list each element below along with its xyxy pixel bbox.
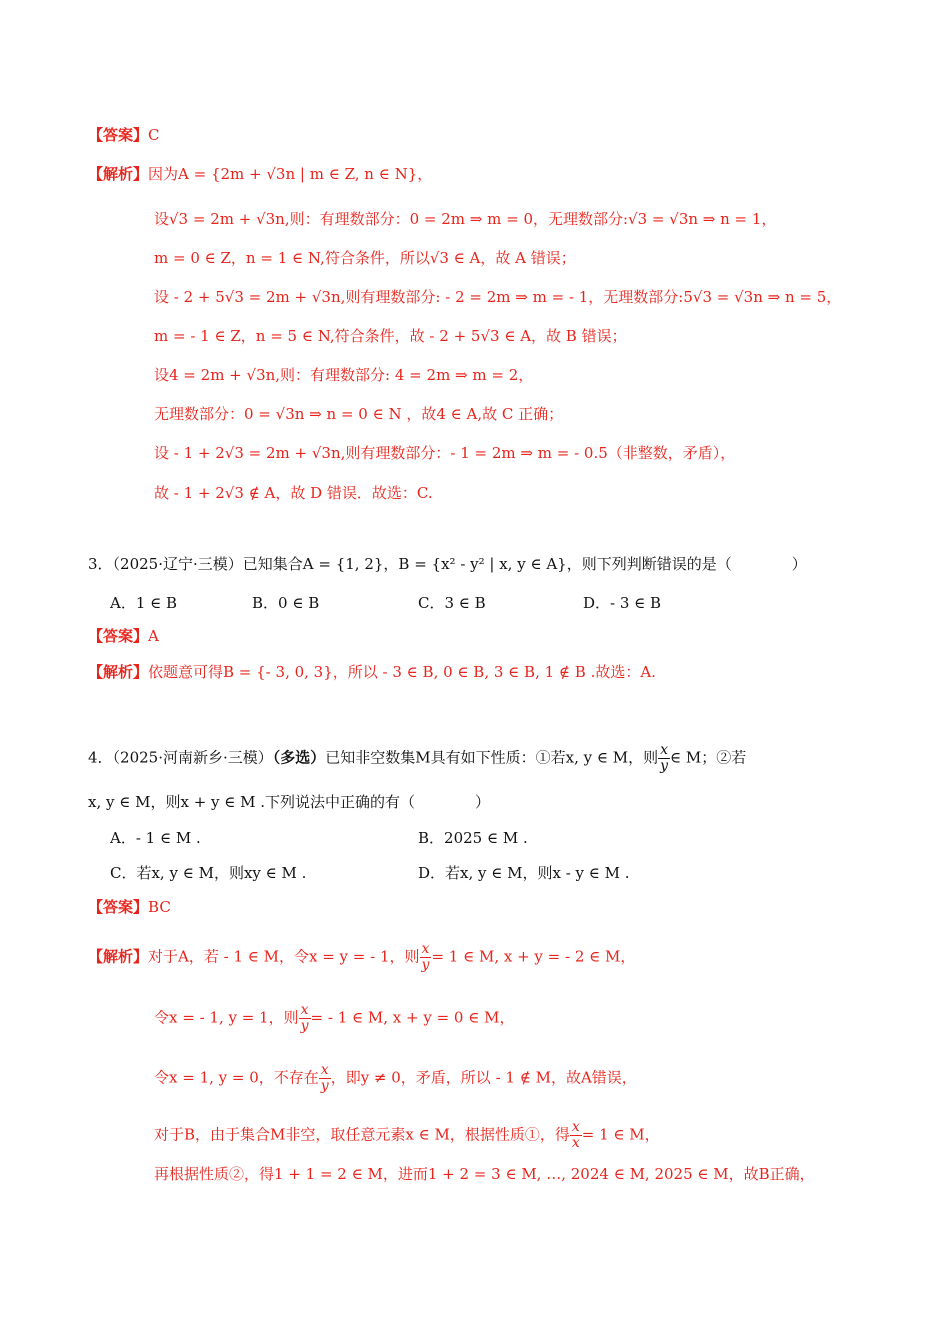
option-b: B．2025 ∈ M . bbox=[418, 829, 528, 847]
multi-select-tag: （多选） bbox=[272, 748, 326, 767]
answer-label: 【答案】 bbox=[88, 898, 149, 916]
answer-value: A bbox=[148, 627, 159, 645]
analysis-step: 设 - 2 + 5√3 = 2m + √3n,则有理数部分: - 2 = 2m ⇒ m = - 1，无理数部分:5√3 = √3n ⇒ n = 5， bbox=[154, 288, 842, 306]
analysis-step: 故 - 1 + 2√3 ∉ A，故 D 错误．故选：C. bbox=[154, 484, 433, 502]
analysis-step: m = 0 ∈ Z，n = 1 ∈ N,符合条件，所以√3 ∈ A，故 A 错误； bbox=[154, 249, 576, 267]
analysis-step: 再根据性质②，得1 + 1 = 2 ∈ M，进而1 + 2 = 3 ∈ M, …, 2024 ∈ M, 2025 ∈ M，故B正确， bbox=[154, 1165, 815, 1183]
fraction-x-over-y: $\frac{x}{y}$ bbox=[300, 1002, 309, 1034]
analysis-step: 设4 = 2m + √3n,则：有理数部分: 4 = 2m ⇒ m = 2， bbox=[154, 366, 534, 384]
analysis-step bbox=[154, 1063, 637, 1094]
analysis-step: 设√3 = 2m + √3n,则：有理数部分：0 = 2m ⇒ m = 0，无理数部分:√3 = √3n ⇒ n = 1， bbox=[154, 210, 777, 228]
option-d: D．- 3 ∈ B bbox=[583, 594, 662, 612]
question-4-stem-line2: x, y ∈ M，则x + y ∈ M .下列说法中正确的有（ ） bbox=[88, 793, 491, 811]
answer-line bbox=[88, 896, 171, 918]
option-b: B．0 ∈ B bbox=[252, 594, 320, 612]
analysis-step bbox=[154, 1120, 660, 1151]
answer-line bbox=[88, 124, 160, 146]
analysis-line bbox=[88, 163, 432, 185]
analysis-step: m = - 1 ∈ Z，n = 5 ∈ N,符合条件，故 - 2 + 5√3 ∈ A，故 B 错误； bbox=[154, 327, 627, 345]
analysis-text: 令x = - 1, y = 1，则 bbox=[154, 1008, 299, 1027]
analysis-line bbox=[88, 661, 656, 683]
stem-text: ∈ M；②若 bbox=[670, 748, 747, 767]
analysis-step: 设 - 1 + 2√3 = 2m + √3n,则有理数部分：- 1 = 2m ⇒ m = - 0.5（非整数，矛盾）， bbox=[154, 444, 736, 462]
analysis-step bbox=[154, 1003, 514, 1034]
question-3-stem: 3．（2025·辽宁·三模）已知集合A = {1, 2}，B = {x² - y² | x, y ∈ A}，则下列判断错误的是（ ） bbox=[88, 555, 807, 573]
analysis-label: 【解析】 bbox=[88, 663, 149, 681]
stem-text: 已知非空数集M具有如下性质：①若x, y ∈ M，则 bbox=[325, 748, 659, 767]
option-c: C．若x, y ∈ M，则xy ∈ M . bbox=[110, 864, 307, 882]
option-a: A．- 1 ∈ M . bbox=[110, 829, 201, 847]
analysis-text: 对于A，若 - 1 ∈ M，令x = y = - 1，则 bbox=[148, 947, 420, 966]
analysis-text: = - 1 ∈ M, x + y = 0 ∈ M， bbox=[310, 1008, 515, 1027]
analysis-text: ，即y ≠ 0，矛盾，所以 - 1 ∉ M，故A错误， bbox=[330, 1068, 637, 1087]
answer-value: C bbox=[148, 126, 160, 144]
question-4-stem bbox=[88, 743, 746, 774]
fraction-x-over-x: $\frac{x}{x}$ bbox=[571, 1119, 580, 1151]
analysis-text: = 1 ∈ M， bbox=[581, 1125, 660, 1144]
question-number-source: 4．（2025·河南新乡·三模） bbox=[88, 748, 273, 767]
fraction-x-over-y: $\frac{x}{y}$ bbox=[421, 941, 430, 973]
analysis-text: 依题意可得B = {- 3, 0, 3}，所以 - 3 ∈ B, 0 ∈ B, 3 ∈ B, 1 ∉ B .故选：A. bbox=[148, 663, 656, 681]
fraction-x-over-y: $\frac{x}{y}$ bbox=[660, 742, 669, 774]
option-a: A．1 ∈ B bbox=[110, 594, 178, 612]
analysis-text: 因为A = {2m + √3n | m ∈ Z, n ∈ N}， bbox=[148, 165, 433, 183]
answer-label: 【答案】 bbox=[88, 627, 149, 645]
analysis-text: = 1 ∈ M, x + y = - 2 ∈ M， bbox=[431, 947, 636, 966]
answer-value: BC bbox=[148, 898, 171, 916]
analysis-text: 对于B，由于集合M非空，取任意元素x ∈ M，根据性质①，得 bbox=[154, 1125, 570, 1144]
fraction-x-over-y: $\frac{x}{y}$ bbox=[320, 1062, 329, 1094]
analysis-step: 无理数部分：0 = √3n ⇒ n = 0 ∈ N ，故4 ∈ A,故 C 正确； bbox=[154, 405, 564, 423]
answer-label: 【答案】 bbox=[88, 126, 149, 144]
analysis-line bbox=[88, 942, 635, 973]
answer-line bbox=[88, 625, 159, 647]
option-c: C．3 ∈ B bbox=[418, 594, 486, 612]
analysis-text: 令x = 1, y = 0，不存在 bbox=[154, 1068, 319, 1087]
analysis-label: 【解析】 bbox=[88, 165, 149, 183]
option-d: D．若x, y ∈ M，则x - y ∈ M . bbox=[418, 864, 630, 882]
analysis-label: 【解析】 bbox=[88, 947, 149, 966]
